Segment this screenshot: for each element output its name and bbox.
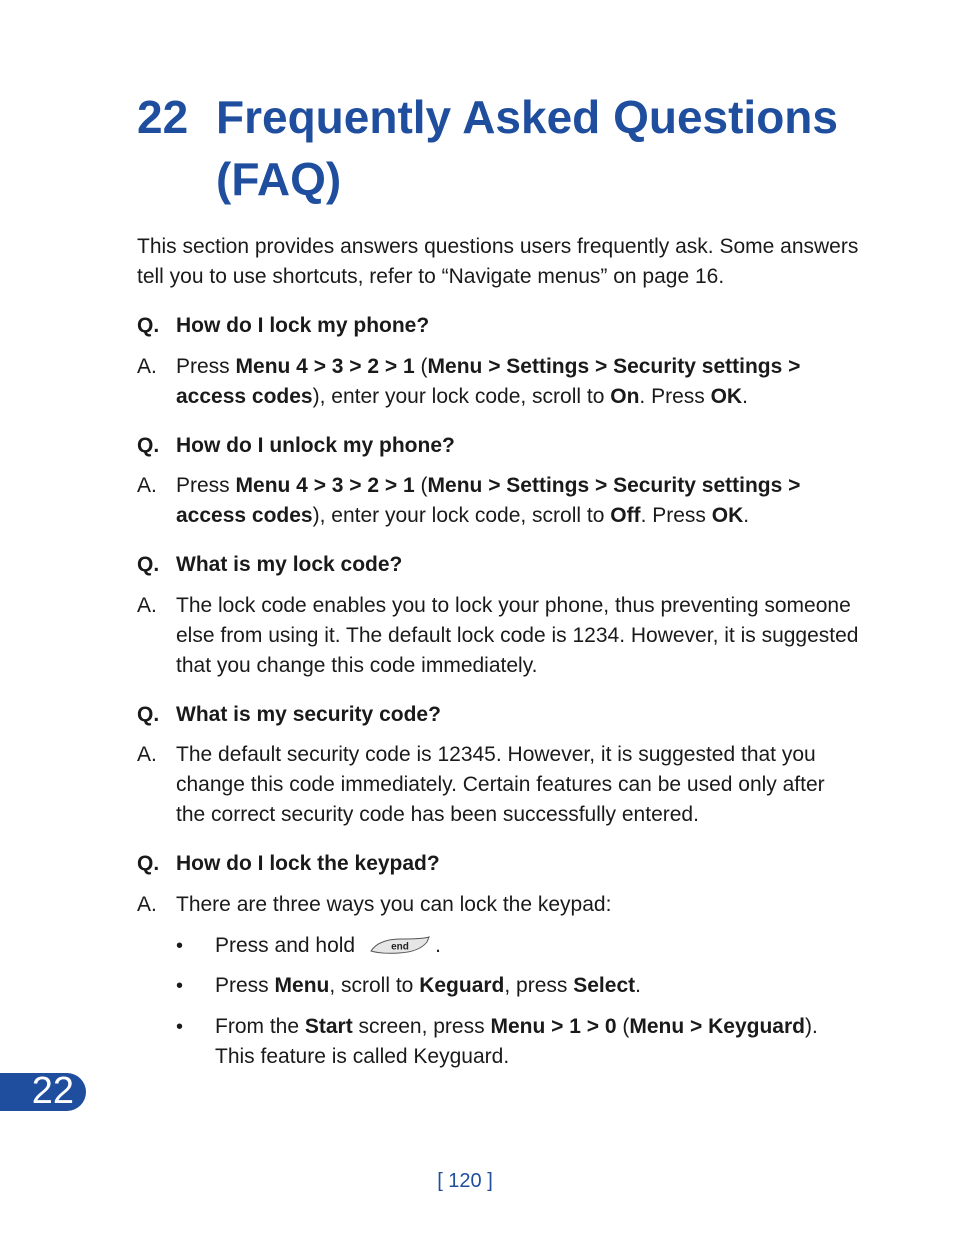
option-name: OK (711, 504, 744, 527)
answer-text (176, 740, 825, 830)
bullet-text: . (435, 934, 441, 957)
answer-fragment: . Press (639, 385, 711, 408)
answer-fragment: . (742, 385, 748, 408)
question-text: What is my lock code? (176, 553, 403, 576)
option-name: OK (710, 385, 743, 408)
answer-fragment: ), enter your lock code, scroll to (312, 504, 611, 527)
question-label: Q. (137, 434, 160, 457)
answer-line: the correct security code has been successfully entered. (176, 803, 699, 826)
option-name: Keguard (419, 974, 505, 997)
question-text: How do I lock the keypad? (176, 852, 440, 875)
menu-path: Menu > Settings > Security settings > (427, 355, 801, 378)
question-label: Q. (137, 553, 160, 576)
bullet-item (215, 971, 641, 1001)
intro-line-2: tell you to use shortcuts, refer to “Navigate menus” on page 16. (137, 265, 725, 288)
bullet-fragment: , press (504, 974, 574, 997)
chapter-tab-number: 22 (31, 1070, 74, 1112)
answer-label: A. (137, 594, 157, 617)
answer-fragment: Press (176, 474, 236, 497)
bullet-fragment: . (635, 974, 641, 997)
bullet-fragment: From the (215, 1015, 305, 1038)
answer-text (176, 591, 858, 681)
answer-label: A. (137, 893, 157, 916)
bullet-text: Press and hold (215, 934, 356, 957)
bullet-fragment: ). (804, 1015, 818, 1038)
answer-label: A. (137, 474, 157, 497)
option-name: Start (304, 1015, 353, 1038)
menu-path: Menu > Settings > Security settings > (427, 474, 801, 497)
menu-path: Menu 4 > 3 > 2 > 1 (235, 355, 415, 378)
answer-fragment: ( (414, 474, 428, 497)
answer-fragment: ( (414, 355, 428, 378)
bullet-fragment: , scroll to (329, 974, 420, 997)
answer-line: else from using it. The default lock code is 1234. However, it is suggested (176, 624, 859, 647)
bullet-item (215, 1012, 818, 1072)
bullet-marker: • (176, 935, 184, 957)
question-label: Q. (137, 703, 160, 726)
chapter-tab (0, 1070, 86, 1112)
option-name: Off (610, 504, 641, 527)
answer-fragment: . Press (640, 504, 712, 527)
intro-line-1: This section provides answers questions users frequently ask. Some answers (137, 235, 859, 258)
answer-fragment: ), enter your lock code, scroll to (312, 385, 611, 408)
bullet-marker: • (176, 975, 184, 997)
answer-text (176, 352, 800, 412)
page-number: [ 120 ] (437, 1170, 493, 1192)
menu-path: Menu > Keyguard (629, 1015, 805, 1038)
chapter-title-line2: (FAQ) (216, 153, 342, 205)
answer-fragment: Press (176, 355, 236, 378)
question-label: Q. (137, 314, 160, 337)
end-key-icon (369, 936, 431, 956)
answer-text (176, 471, 800, 531)
question-text: How do I lock my phone? (176, 314, 430, 337)
bullet-fragment: ( (616, 1015, 630, 1038)
chapter-title-line1: Frequently Asked Questions (216, 91, 838, 143)
intro-paragraph (137, 232, 858, 292)
answer-line: change this code immediately. Certain features can be used only after (176, 773, 825, 796)
menu-path: Menu > 1 > 0 (490, 1015, 617, 1038)
option-name: On (610, 385, 640, 408)
bullet-fragment: screen, press (352, 1015, 491, 1038)
menu-path: access codes (176, 385, 313, 408)
answer-fragment: . (743, 504, 750, 527)
answer-label: A. (137, 355, 157, 378)
answer-label: A. (137, 743, 157, 766)
bullet-fragment: Press (215, 974, 275, 997)
bullet-item (215, 931, 441, 961)
question-text: How do I unlock my phone? (176, 434, 455, 457)
menu-path: access codes (176, 504, 313, 527)
menu-path: Menu 4 > 3 > 2 > 1 (235, 474, 415, 497)
answer-line: that you change this code immediately. (176, 654, 538, 677)
answer-text (176, 890, 611, 920)
end-key-label: end (391, 941, 409, 953)
answer-line: There are three ways you can lock the keypad: (176, 893, 612, 916)
menu-path: Menu (274, 974, 330, 997)
answer-line: The default security code is 12345. However, it is suggested that you (176, 743, 816, 766)
bullet-marker: • (176, 1016, 184, 1038)
question-label: Q. (137, 852, 160, 875)
question-text: What is my security code? (176, 703, 441, 726)
answer-line: The lock code enables you to lock your phone, thus preventing someone (176, 594, 851, 617)
bullet-fragment: This feature is called Keyguard. (215, 1045, 510, 1068)
option-name: Select (573, 974, 636, 997)
chapter-number: 22 (137, 91, 189, 143)
